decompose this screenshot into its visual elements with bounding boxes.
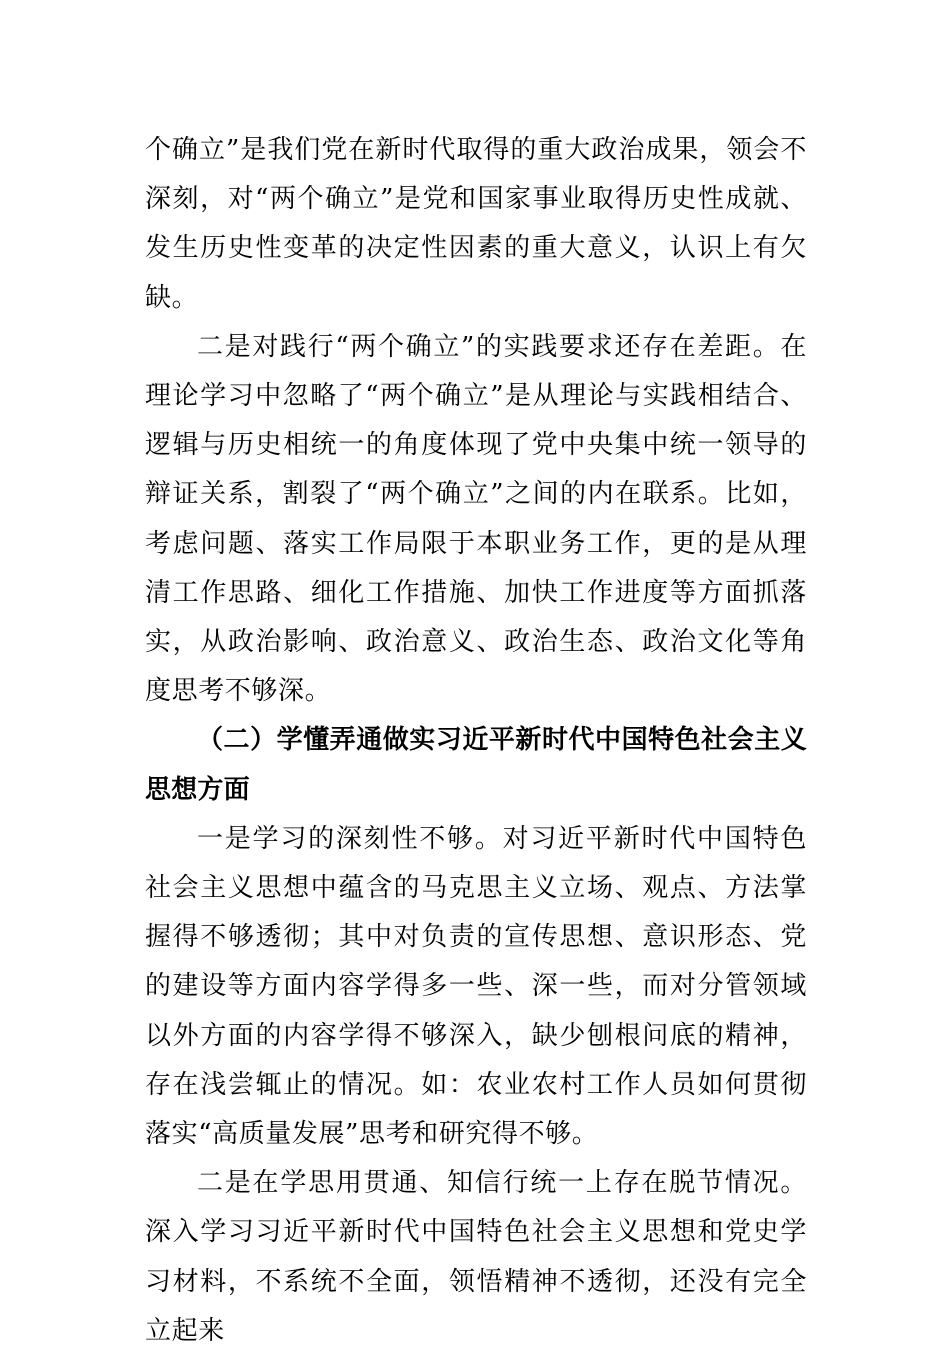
paragraph-continued: 个确立”是我们党在新时代取得的重大政治成果，领会不深刻，对“两个确立”是党和国家事业取得历史性成就、发生历史性变革的决定性因素的重大意义，认识上有欠缺。 [145,135,807,313]
paragraph-study-depth: 一是学习的深刻性不够。对习近平新时代中国特色社会主义思想中蕴含的马克思主义立场、观点、方法掌握得不够透彻；其中对负责的宣传思想、意识形态、党的建设等方面内容学得多一些、深一些，而对分管领域以外方面的内容学得不够深入，缺少刨根问底的精神，存在浅尝辄止的情况。如：农业农村工作人员如何贯彻落实“高质量发展”思考和研究得不够。 [145,823,807,1150]
paragraph-study-application: 二是在学思用贯通、知信行统一上存在脱节情况。深入学习习近平新时代中国特色社会主义思想和党史学习材料，不系统不全面，领悟精神不透彻，还没有完全立起来 [145,1168,807,1346]
document-body [145,126,807,1356]
section-heading: （二）学懂弄通做实习近平新时代中国特色社会主义思想方面 [145,725,807,805]
paragraph-practice-gap: 二是对践行“两个确立”的实践要求还存在差距。在理论学习中忽略了“两个确立”是从理论与实践相结合、逻辑与历史相统一的角度体现了党中央集中统一领导的辩证关系，割裂了“两个确立”之间的内在联系。比如，考虑问题、落实工作局限于本职业务工作，更的是从理清工作思路、细化工作措施、加快工作进度等方面抓落实，从政治影响、政治意义、政治生态、政治文化等角度思考不够深。 [145,331,807,707]
